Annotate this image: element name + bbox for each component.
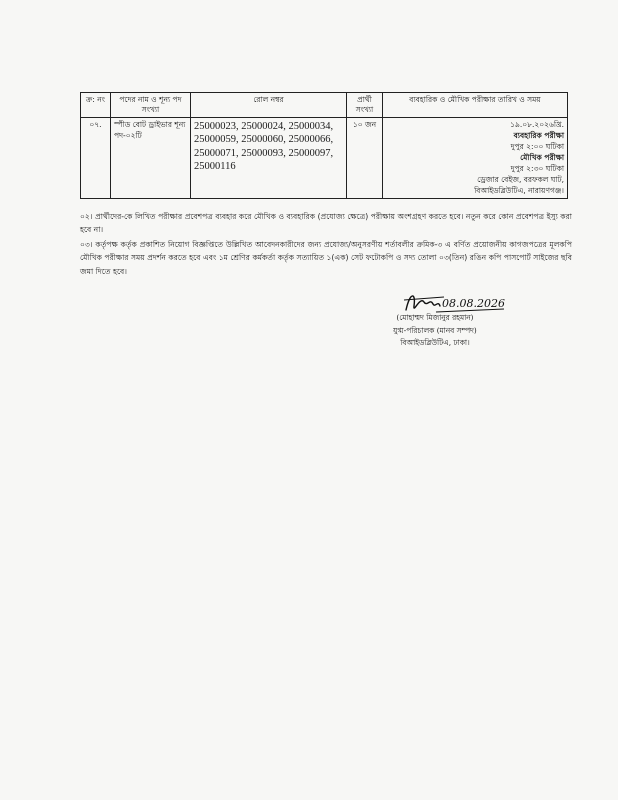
header-schedule: ব্যবহারিক ও মৌখিক পরীক্ষার তারিখ ও সময় [383, 93, 568, 118]
table-row [81, 118, 568, 199]
signatory-office: বিআইডব্লিউটিএ, ঢাকা। [400, 338, 470, 348]
schedule-date: ১৯.০৮.২০২৬খ্রি. [510, 120, 564, 130]
cell-roll-numbers: 25000023, 25000024, 25000034, 25000059, 25000060, 25000066, 25000071, 25000093, 25000097, 25000116 [191, 118, 347, 199]
cell-post: স্পীড বোট ড্রাইভার শূন্য পদ-০২টি [111, 118, 191, 199]
oral-exam-label: মৌখিক পরীক্ষা [520, 152, 564, 162]
header-candidates: প্রার্থী সংখ্যা [347, 93, 383, 118]
exam-schedule-table [80, 92, 568, 199]
cell-schedule [383, 118, 568, 199]
table-header-row [81, 93, 568, 118]
venue-line-2: বিআইডব্লিউটিএ, নারায়ণগঞ্জ। [474, 185, 564, 195]
paragraph-03: ০৩। কর্তৃপক্ষ কর্তৃক প্রকাশিত নিয়োগ বিজ্ঞপ্তিতে উল্লিখিত আবেদনকারীদের জন্য প্রযোজ্য/অনুসরণীয় শর্তাবলীর ক্রমিক-৩ এ বর্ণিত প্রয়োজনীয় কাগজপত্রের মূলকপি মৌখিক পরীক্ষার সময় প্রদর্শন করতে হবে এবং ১ম শ্রেণির কর্মকর্তা কর্তৃক সত্যায়িত ১(এক) সেট ফটোকপি ও সদ্য তোলা ০৩(তিন) রঙিন কপি পাসপোর্ট সাইজের ছবি জমা দিতে হবে। [80, 240, 572, 276]
venue-line-1: ড্রেজার বেইজ, বরফকল ঘাট, [477, 174, 564, 184]
signature-date: 08.08.2026 [442, 297, 505, 310]
header-roll: রোল নম্বর [191, 93, 347, 118]
signatory-name: (মোহাম্মদ মিজানুর রহমান) [396, 313, 474, 322]
practical-exam-label: ব্যবহারিক পরীক্ষা [513, 131, 564, 141]
paragraph-02: ০২। প্রার্থীদের-কে লিখিত পরীক্ষার প্রবেশপত্র ব্যবহার করে মৌখিক ও ব্যবহারিক (প্রযোজ্য ক্ষেত্রে) পরীক্ষায় অংশগ্রহণ করতে হবে। নতুন করে কোন প্রবেশপত্র ইস্যু করা হবে না। [80, 212, 572, 235]
cell-candidates: ১০ জন [347, 118, 383, 199]
header-serial: ক্র: নং [81, 93, 111, 118]
practical-exam-time: দুপুর ২:০০ ঘটিকা [510, 142, 564, 151]
signatory-designation: যুগ্ম-পরিচালক (মানব সম্পদ) [393, 325, 477, 335]
cell-serial: ০৭. [81, 118, 111, 199]
signatory-block [360, 312, 510, 350]
oral-exam-time: দুপুর ২:৩০ ঘটিকা [510, 163, 564, 173]
header-post: পদের নাম ও শূন্য পদ সংখ্যা [111, 93, 191, 118]
